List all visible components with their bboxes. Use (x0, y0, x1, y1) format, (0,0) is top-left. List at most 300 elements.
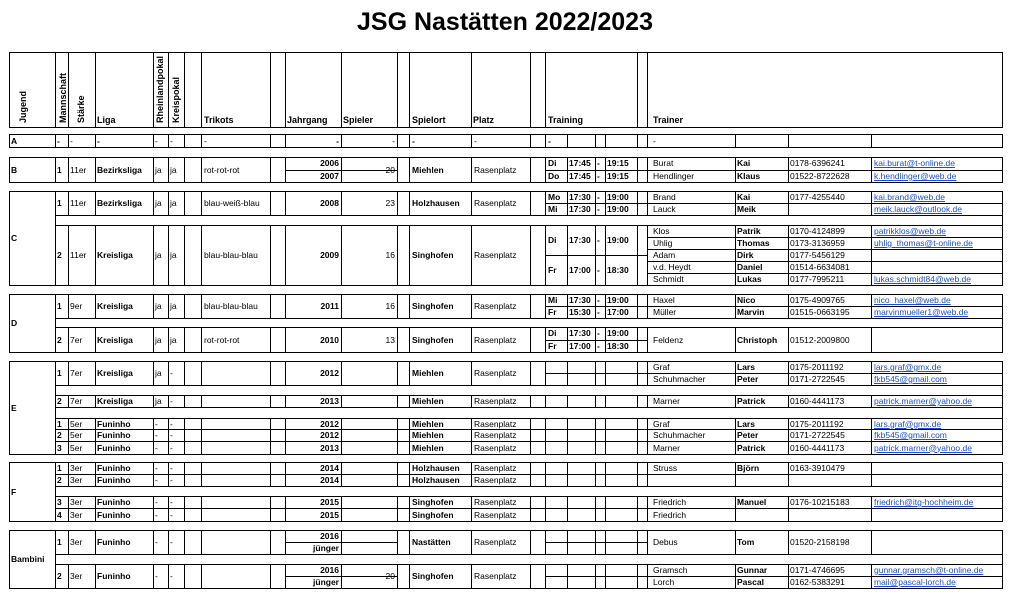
team-col-border (68, 327, 69, 352)
training-col-border (595, 508, 596, 521)
trainer-col-border (735, 496, 736, 508)
team-col-border (397, 441, 398, 454)
team-col-border (270, 462, 271, 474)
team-spielort: Miehlen (412, 418, 444, 429)
team-staerke: 3er (70, 463, 83, 473)
team-col-border (285, 361, 286, 385)
team-col-border (153, 429, 154, 441)
team-col-border (409, 294, 410, 318)
team-col-border (409, 395, 410, 407)
team-col-border (409, 496, 410, 508)
header-trikots: Trikots (204, 115, 234, 125)
team-liga: Funinho (97, 571, 131, 581)
team-col-border (201, 508, 202, 521)
team-col-border (397, 418, 398, 429)
trainer-email[interactable]: kai.burat@t-online.de (874, 158, 955, 169)
team-col-border (341, 134, 342, 147)
team-col-border (545, 134, 546, 147)
team-col-border (184, 530, 185, 554)
trainer-phone: 0163-3910479 (790, 463, 845, 473)
group-col-border (55, 134, 56, 147)
team-col-border (341, 395, 342, 407)
team-col-border (285, 134, 286, 147)
team-col-border (153, 441, 154, 454)
team-kreispokal: - (170, 430, 173, 440)
training-end: 19:00 (607, 328, 629, 339)
trainer-name: Friedrich (653, 497, 687, 507)
trainer-firstname: Lars (737, 362, 755, 372)
trainer-firstname: Patrik (737, 226, 761, 236)
training-start: 15:30 (569, 307, 591, 317)
trainer-phone: 0171-2722545 (790, 374, 845, 384)
team-rheinlandpokal: ja (155, 164, 162, 175)
team-col-border (201, 418, 202, 429)
team-col-border (184, 157, 185, 182)
training-col-border (637, 462, 638, 474)
trainer-email[interactable]: patrick.marner@yahoo.de (874, 396, 972, 406)
trainer-firstname: Pascal (737, 577, 764, 587)
team-kreispokal: - (170, 509, 173, 520)
team-spielort: Miehlen (412, 164, 444, 175)
training-end: 17:00 (607, 307, 629, 317)
trainer-col-border (871, 462, 872, 474)
team-col-border (409, 418, 410, 429)
trainer-col-border (735, 327, 736, 352)
team-col-border (184, 441, 185, 454)
team-col-border (285, 225, 286, 285)
team-trikots: blau-blau-blau (204, 301, 258, 311)
group-left-border (9, 157, 10, 182)
team-col-border (68, 474, 69, 486)
team-number: 1 (57, 198, 62, 208)
team-col-border (545, 474, 546, 486)
team-jahrgang: 2015 (320, 497, 339, 507)
team-spieler: 16 (385, 250, 395, 260)
team-col-border (397, 496, 398, 508)
team-col-border (201, 157, 202, 182)
training-dash: - (597, 265, 600, 275)
trainer-name: Klos (653, 226, 670, 236)
team-staerke: 11er (70, 198, 87, 208)
team-col-border (409, 157, 410, 182)
training-col-border (605, 395, 606, 407)
trainer-name: Graf (653, 418, 670, 429)
team-col-border (153, 157, 154, 182)
team-col-border (270, 530, 271, 554)
team-bottom-border (55, 352, 1003, 353)
trainer-col-border (735, 462, 736, 474)
team-col-border (409, 429, 410, 441)
team-col-border (545, 441, 546, 454)
trainer-email[interactable]: friedrich@itg-hochheim.de (874, 497, 974, 507)
trainer-col-border (788, 474, 789, 486)
team-col-border (153, 496, 154, 508)
trainer-email[interactable]: k.hendlinger@web.de (874, 170, 957, 181)
team-bottom-border (55, 521, 1003, 522)
trainer-firstname: Marvin (737, 307, 765, 317)
header-col-border (285, 52, 286, 127)
trainer-email[interactable]: patrikklos@web.de (874, 226, 946, 236)
training-day: Di (548, 235, 557, 245)
team-rheinlandpokal: ja (155, 250, 162, 260)
trainer-email[interactable]: kai.brand@web.de (874, 192, 946, 202)
team-rheinlandpokal: - (155, 418, 158, 429)
trainer-email[interactable]: meik.lauck@outlook.de (874, 204, 963, 214)
training-col-border (605, 429, 606, 441)
team-liga: Kreisliga (97, 396, 133, 406)
trainer-col-border (788, 508, 789, 521)
team-col-border (285, 462, 286, 474)
team-col-border (285, 294, 286, 318)
training-col-border (637, 496, 638, 508)
team-col-border (184, 395, 185, 407)
training-col-border (637, 395, 638, 407)
jugend-label: Bambini (11, 554, 45, 564)
team-col-border (341, 496, 342, 508)
team-kreispokal: ja (170, 301, 177, 311)
team-platz: Rasenplatz (474, 198, 517, 208)
team-col-border (545, 418, 546, 429)
training-day: Di (548, 328, 557, 339)
trainer-col-border (788, 429, 789, 441)
trainer-email[interactable]: nico_haxel@web.de (874, 295, 951, 305)
team-col-border (68, 462, 69, 474)
trainer-email[interactable]: lars.graf@gmx.de (874, 418, 942, 429)
trainer-col-border (735, 429, 736, 441)
team-col-border (201, 361, 202, 385)
team-liga: Funinho (97, 430, 131, 440)
trainer-name: Lorch (653, 577, 675, 587)
header-spieler: Spieler (343, 115, 374, 125)
team-bottom-border (55, 588, 1003, 589)
team-col-border (270, 418, 271, 429)
team-number: - (57, 135, 60, 146)
training-day: Fr (548, 340, 557, 351)
team-col-border (397, 508, 398, 521)
team-col-border (270, 429, 271, 441)
training-col-border (637, 474, 638, 486)
team-platz: Rasenplatz (474, 396, 517, 406)
header-col-border (55, 52, 56, 127)
trainer-name: Marner (653, 442, 680, 453)
team-staerke: 3er (70, 509, 83, 520)
trainer-col-border (871, 134, 872, 147)
trainer-col-border (788, 441, 789, 454)
team-number: 2 (57, 475, 62, 485)
training-end: 19:00 (607, 235, 629, 245)
group-right-border (1002, 462, 1003, 521)
team-spielort: Miehlen (412, 368, 444, 378)
team-col-border (397, 225, 398, 285)
team-col-border (409, 462, 410, 474)
team-platz: Rasenplatz (474, 430, 517, 440)
trainer-email[interactable]: lars.graf@gmx.de (874, 362, 942, 372)
header-platz: Platz (473, 115, 495, 125)
team-col-border (647, 395, 648, 407)
header-top-border (9, 52, 1003, 53)
training-divider (546, 542, 647, 543)
trainer-firstname: Patrick (737, 442, 766, 453)
team-col-border (270, 191, 271, 215)
team-platz: Rasenplatz (474, 250, 517, 260)
trainer-name: Feldenz (653, 334, 684, 345)
team-col-border (341, 508, 342, 521)
team-col-border (153, 134, 154, 147)
team-col-border (647, 418, 648, 429)
team-spielort: Nastätten (412, 537, 451, 547)
trainer-col-border (788, 225, 789, 285)
group-right-border (1002, 134, 1003, 147)
team-col-border (153, 327, 154, 352)
trainer-firstname: Thomas (737, 238, 770, 248)
team-top-border (55, 530, 1003, 531)
team-col-border (68, 191, 69, 215)
jugend-label: A (11, 135, 18, 146)
team-col-border (285, 395, 286, 407)
team-col-border (397, 327, 398, 352)
team-col-border (409, 327, 410, 352)
team-jahrgang: 2009 (320, 250, 339, 260)
team-col-border (270, 225, 271, 285)
team-top-border (55, 327, 1003, 328)
trainer-col-border (871, 327, 872, 352)
team-platz: Rasenplatz (474, 334, 517, 345)
team-col-border (341, 474, 342, 486)
training-end: 18:30 (607, 340, 629, 351)
trainer-email[interactable]: marvinmueller1@web.de (874, 307, 969, 317)
training-col-border (595, 134, 596, 147)
trainer-email[interactable]: fkb545@gmail.com (874, 374, 947, 384)
team-col-border (201, 327, 202, 352)
team-spielort: Holzhausen (412, 475, 460, 485)
trainer-email[interactable]: fkb545@gmail.com (874, 430, 947, 440)
team-col-border (68, 361, 69, 385)
trainer-phone: 01522-8722628 (790, 170, 850, 181)
trainer-phone: 0173-3136959 (790, 238, 845, 248)
team-col-border (184, 429, 185, 441)
trainer-col-border (735, 474, 736, 486)
team-number: 3 (57, 442, 62, 453)
team-spielort: Singhofen (412, 571, 454, 581)
team-platz: Rasenplatz (474, 537, 517, 547)
team-number: 1 (57, 463, 62, 473)
team-jahrgang: 2006 (320, 158, 339, 169)
team-liga: Funinho (97, 475, 131, 485)
team-col-border (201, 474, 202, 486)
group-left-border (9, 134, 10, 147)
team-trikots: blau-weiß-blau (204, 198, 260, 208)
group-left-border (9, 191, 10, 285)
header-col-border (647, 52, 648, 127)
trainer-phone: 0175-4909765 (790, 295, 845, 305)
team-col-border (201, 496, 202, 508)
trainer-firstname: Christoph (737, 334, 778, 345)
team-col-border (201, 441, 202, 454)
team-col-border (201, 395, 202, 407)
team-number: 2 (57, 430, 62, 440)
team-col-border (201, 530, 202, 554)
header-col-border (637, 52, 638, 127)
team-staerke: 7er (70, 334, 83, 345)
header-rheinlandpokal: Rheinlandpokal (155, 55, 165, 123)
trainer-name: Burat (653, 158, 674, 169)
team-col-border (68, 134, 69, 147)
header-col-border (184, 52, 185, 127)
trainer-name: Adam (653, 250, 676, 260)
team-spieler: - (392, 135, 395, 146)
team-col-border (68, 441, 69, 454)
trainer-firstname: Tom (737, 537, 755, 547)
trainer-email[interactable]: patrick.marner@yahoo.de (874, 442, 972, 453)
trainer-col-border (871, 225, 872, 285)
training-dash: - (597, 170, 600, 181)
group-right-border (1002, 191, 1003, 285)
team-col-border (397, 474, 398, 486)
training-divider (546, 255, 647, 256)
team-jahrgang: 2015 (320, 509, 339, 520)
trainer-email[interactable]: gunnar.gramsch@t-online.de (874, 565, 984, 575)
header-jugend: Jugend (18, 90, 28, 123)
training-col-border (595, 496, 596, 508)
team-col-border (409, 564, 410, 588)
team-col-border (270, 474, 271, 486)
trainer-col-border (871, 474, 872, 486)
team-col-border (647, 462, 648, 474)
team-col-border (201, 191, 202, 215)
header-col-border (471, 52, 472, 127)
training-col-border (567, 418, 568, 429)
group-right-border (1002, 294, 1003, 352)
trainer-col-border (788, 462, 789, 474)
trainer-phone: 01520-2158198 (790, 537, 850, 547)
training-end: 19:00 (607, 295, 629, 305)
team-staerke: 11er (70, 250, 87, 260)
training-day: - (548, 135, 551, 146)
trainer-col-border (735, 225, 736, 285)
team-col-border (270, 441, 271, 454)
team-col-border (409, 530, 410, 554)
team-col-border (545, 429, 546, 441)
trainer-col-border (788, 496, 789, 508)
team-col-border (397, 462, 398, 474)
training-end: 18:30 (607, 265, 629, 275)
jugend-label: D (11, 318, 18, 328)
training-col-border (567, 462, 568, 474)
team-kreispokal: ja (170, 250, 177, 260)
header-liga: Liga (97, 115, 116, 125)
trainer-email[interactable]: mail@pascal-lorch.de (874, 577, 956, 587)
training-start: 17:45 (569, 158, 591, 169)
team-jahrgang: 2012 (320, 430, 339, 440)
training-col-border (595, 395, 596, 407)
team-col-border (397, 157, 398, 182)
trainer-firstname: Nico (737, 295, 756, 305)
training-day: Mi (548, 204, 558, 214)
training-day: Di (548, 158, 557, 169)
training-col-border (637, 429, 638, 441)
team-col-border (647, 134, 648, 147)
team-staerke: 5er (70, 418, 83, 429)
team-kreispokal: ja (170, 334, 177, 345)
team-spieler: 13 (385, 334, 395, 345)
trainer-name: Struss (653, 463, 678, 473)
group-col-border (55, 191, 56, 285)
team-trikots: rot-rot-rot (204, 334, 240, 345)
training-col-border (567, 134, 568, 147)
trainer-col-border (735, 418, 736, 429)
trainer-col-border (735, 508, 736, 521)
header-training: Training (548, 115, 584, 125)
team-col-border (270, 157, 271, 182)
team-col-border (153, 395, 154, 407)
trainer-phone: 0178-6396241 (790, 158, 845, 169)
team-col-border (201, 134, 202, 147)
trainer-col-border (735, 530, 736, 554)
team-col-border (184, 564, 185, 588)
team-col-border (409, 225, 410, 285)
jugend-label: C (11, 233, 18, 243)
training-col-border (567, 429, 568, 441)
training-start: 17:00 (569, 265, 591, 275)
training-col-border (595, 474, 596, 486)
training-start: 17:45 (569, 170, 591, 181)
team-col-border (397, 530, 398, 554)
trainer-firstname: Patrick (737, 396, 766, 406)
team-col-border (68, 418, 69, 429)
team-kreispokal: - (170, 135, 173, 146)
team-liga: Funinho (97, 418, 131, 429)
jugend-label: F (11, 486, 17, 497)
team-col-border (153, 508, 154, 521)
trainer-name: Schuhmacher (653, 374, 706, 384)
team-staerke: - (70, 135, 73, 146)
team-number: 1 (57, 301, 62, 311)
trainer-firstname: Dirk (737, 250, 754, 260)
team-bottom-border (55, 182, 1003, 183)
trainer-name: - (653, 135, 656, 146)
team-kreispokal: - (170, 475, 173, 485)
team-kreispokal: ja (170, 164, 177, 175)
header-mannschaft: Mannschaft (58, 72, 68, 123)
team-kreispokal: - (170, 368, 173, 378)
trainer-email[interactable]: uhlig_thomas@t-online.de (874, 238, 973, 248)
training-col-border (595, 441, 596, 454)
team-col-border (68, 530, 69, 554)
trainer-col-border (735, 395, 736, 407)
team-jahrgang: 2016 (320, 565, 339, 575)
team-bottom-border (55, 147, 1003, 148)
team-col-border (545, 496, 546, 508)
team-col-border (184, 134, 185, 147)
team-col-border (201, 294, 202, 318)
training-start: 17:30 (569, 328, 591, 339)
training-col-border (567, 395, 568, 407)
team-col-border (397, 191, 398, 215)
trainer-phone: 0177-4255440 (790, 192, 845, 202)
team-kreispokal: - (170, 537, 173, 547)
team-col-border (68, 395, 69, 407)
team-staerke: 3er (70, 475, 83, 485)
training-end: 19:15 (607, 170, 629, 181)
team-col-border (285, 429, 286, 441)
team-liga: Kreisliga (97, 250, 133, 260)
team-jahrgang: 2013 (320, 396, 339, 406)
trainer-email[interactable]: lukas.schmidt84@web.de (874, 274, 971, 284)
team-col-border (201, 225, 202, 285)
group-col-border (55, 530, 56, 588)
trainer-firstname: Kai (737, 158, 751, 169)
team-col-border (153, 294, 154, 318)
